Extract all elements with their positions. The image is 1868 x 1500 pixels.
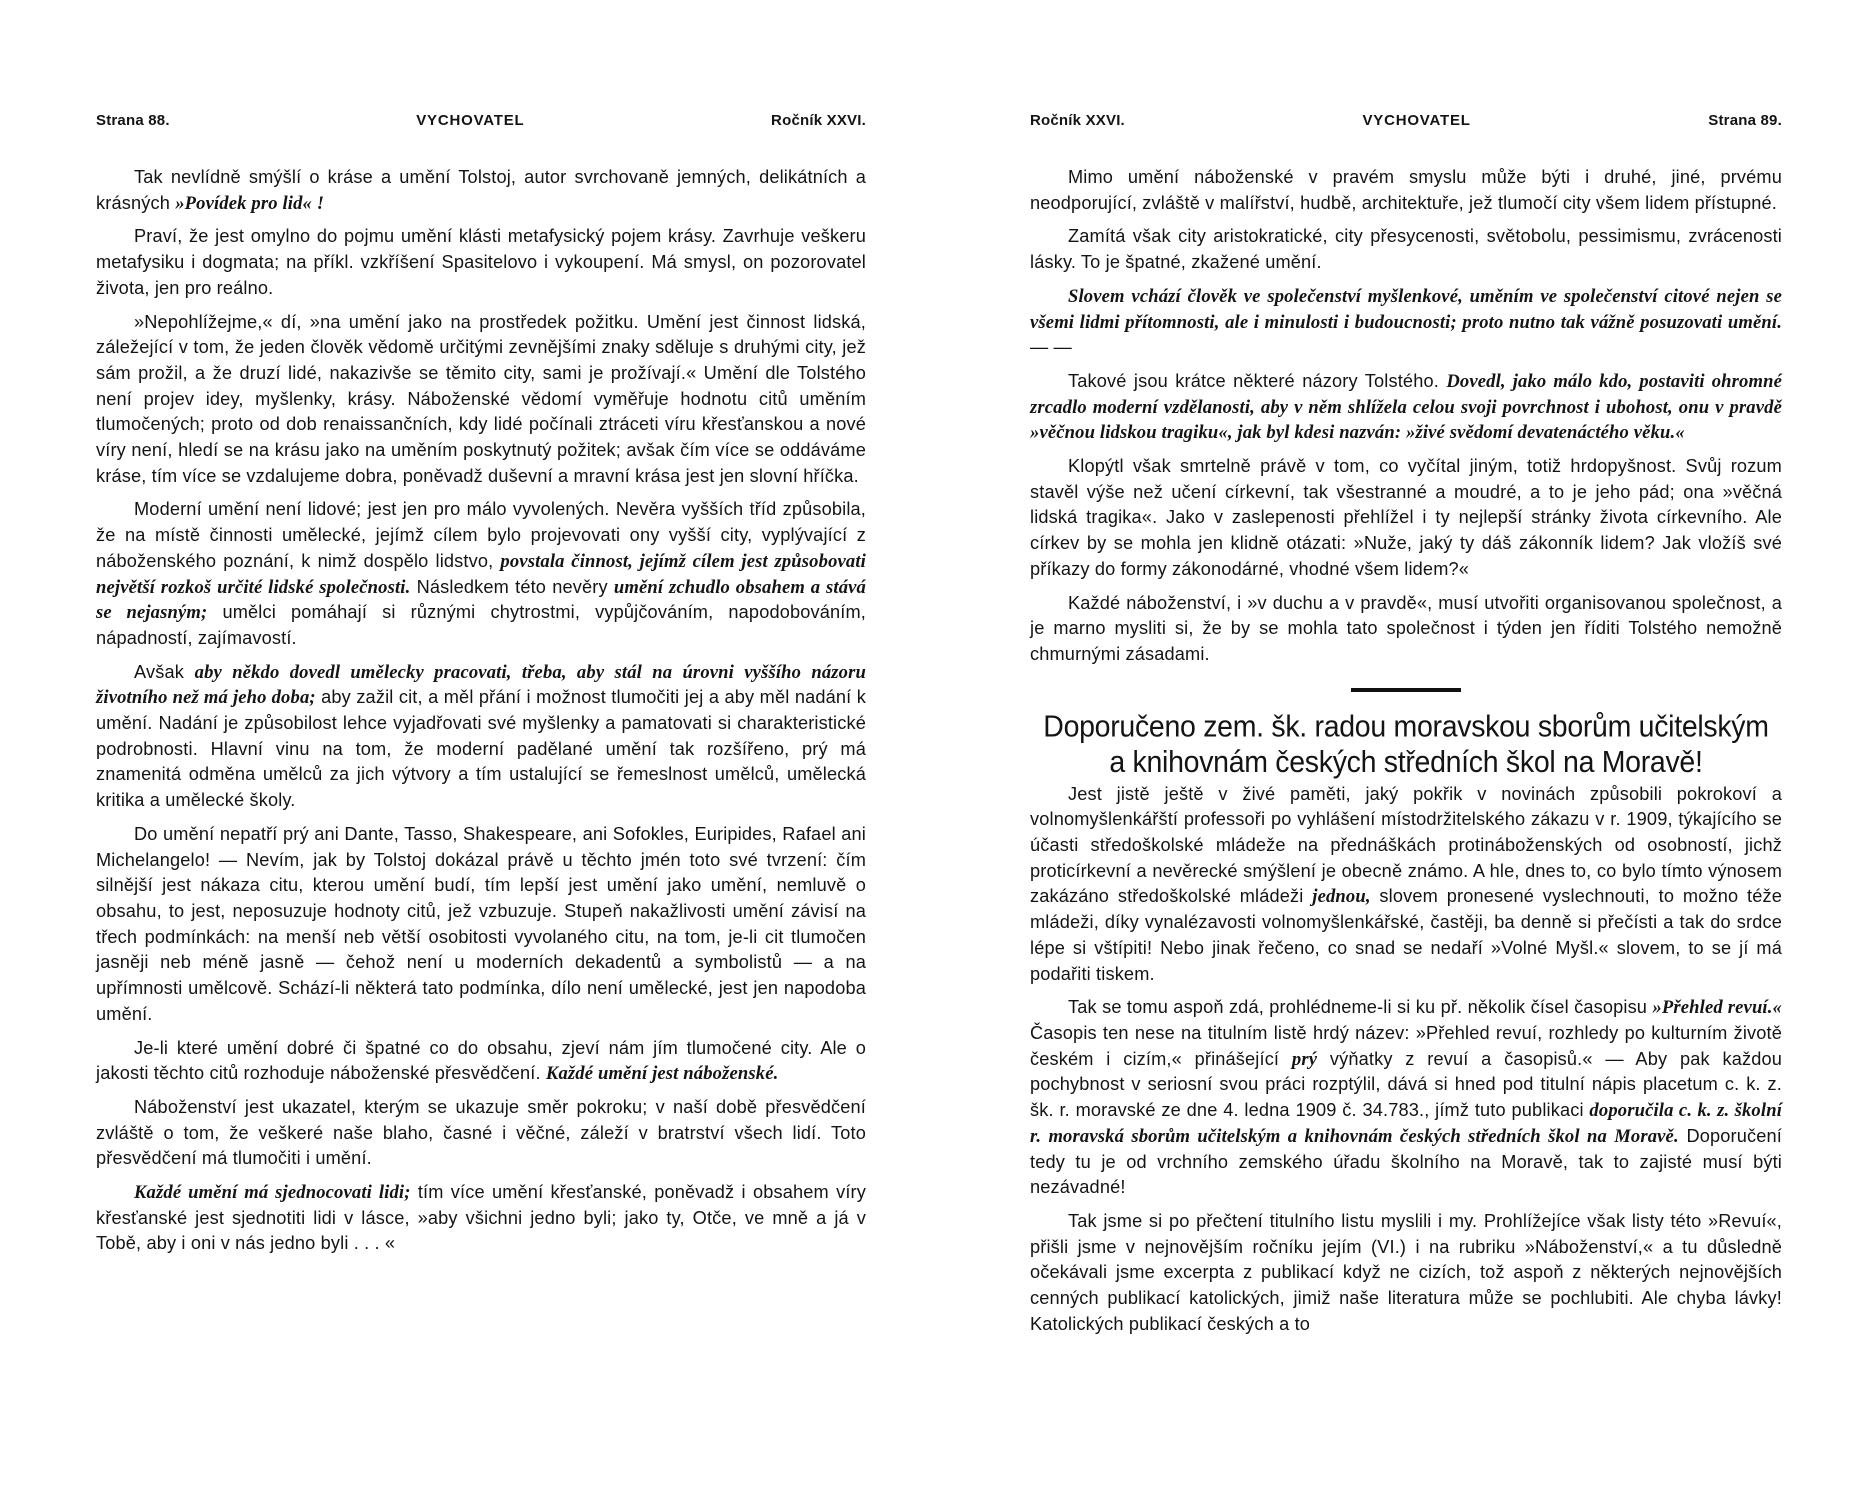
text-run: Zamítá však city aristokratické, city přesycenosti, světobolu, pessimismu, zvrácenosti lásky. To je špatné, zkažené umění.	[1030, 226, 1782, 273]
paragraph	[96, 497, 866, 651]
left-page-number: Strana 88.	[96, 112, 170, 129]
text-run: Avšak	[134, 661, 195, 682]
paragraph	[1030, 782, 1782, 988]
article-body	[1030, 782, 1782, 1338]
emphasis-run: umění zchudlo obsahem a stává se nejasným;	[96, 576, 867, 624]
left-volume: Ročník XXVI.	[771, 112, 866, 129]
emphasis-run: Každé umění jest náboženské.	[545, 1063, 779, 1085]
text-run: tím více umění křesťanské, poněvadž i obsahem víry křesťanské jest sjednotiti lidi v lásce, »aby všichni jedno byli; jako ty, Otče, ve mně a já v Tobě, aby i oni v nás jedno byli . . . «	[96, 1182, 866, 1254]
paragraph	[96, 660, 866, 814]
article-title	[1030, 709, 1782, 780]
text-run: Každé náboženství, i »v duchu a v pravdě«, musí utvořiti organisovanou společnost, a je marno mysliti si, že by se mohla tato společnost i týden jen říditi Tolstého nemožně chmurnými zásadami.	[1030, 592, 1782, 664]
text-run: Moderní umění není lidové; jest jen pro málo vyvolených. Nevěra vyšších tříd způsobila, že na místě činnosti umělecké, jejímž cílem bylo projevovati ony vyšší city, vyplývající z náboženského poznání, k nimž dospělo lidstvo,	[96, 499, 866, 571]
left-page	[96, 112, 866, 1265]
paragraph	[96, 1180, 866, 1257]
article-title-line-1: Doporučeno zem. šk. radou moravskou sborům učitelským	[1043, 709, 1769, 744]
emphasis-run: »Povídek pro lid« !	[175, 192, 325, 214]
text-run: slovem pronesené vyslechnouti, to možno téže mládeži, díky vynalézavosti volnomyšlenkářské, častěji, ba denně si přečísti a tak do srdce lépe si vštípiti! Nebo jinak řečeno, co snad se nedaří »Volné Myšl.« slovem, to se jí má podařiti tiskem.	[1030, 886, 1782, 984]
text-run: Je-li které umění dobré či špatné co do obsahu, zjeví nám jím tlumočené city. Ale o jakosti těchto citů rozhoduje náboženské přesvědčení.	[96, 1037, 866, 1084]
paragraph	[1030, 369, 1782, 446]
text-run: »Nepohlížejme,« dí, »na umění jako na prostředek požitku. Umění jest činnost lidská, záležející v tom, že jeden člověk vědomě určitými zevnějšími znaky sděluje s druhými city, jež sám prožil, a že druzí lidé, nakazivše se těmito city, sami je prožívají.« Umění dle Tolstého není projev idey, myšlenky, krásy. Náboženské vědomí vyměřuje hodnotu citů uměním tlumočených; proto od dob renaissančních, kdy lidé počínali ztráceti víru křesťanskou a nové víry není, hledí se na krásu jako na uměním poskytnutý požitek; avšak čím více se oddáváme kráse, tím více se vzdalujeme dobra, poněvadž duševní a mravní krása jest jen slovní hříčka.	[96, 311, 866, 486]
emphasis-run: Dovedl, jako málo kdo, postaviti ohromné zrcadlo moderní vzdělanosti, aby v něm shlížela celou svoji povrchnost i ubohost, onu v pravdě »věčnou lidskou tragiku«, jak byl kdesi nazván: »živé svědomí devatenáctého věku.«	[1030, 370, 1782, 444]
left-journal-title: VYCHOVATEL	[416, 112, 525, 129]
text-run: výňatky z revuí a časopisů.« — Aby pak každou pochybnost v seriosní svou práci rozptýlil, dává si hned pod titulní nápis placetum c. k. z. šk. r. moravské ze dne 4. ledna 1909 č. 34.783., jímž tuto publikaci	[1030, 1048, 1782, 1121]
text-run: Jest jistě ještě v živé paměti, jaký pokřik v novinách způsobili pokrokoví a volnomyšlenkářští professoři po vyhlášení místodržitelského zákazu v r. 1909, týkajícího se účasti středoškolské mládeže na přednáškách protináboženských od osobností, jichž proticírkevní a nevěrecké smýšlení je obecně známo. A hle, dnes to, co bylo tímto výnosem zakázáno středoškolské mládeži	[1030, 783, 1782, 907]
paragraph	[1030, 224, 1782, 275]
right-page	[1030, 112, 1782, 1345]
emphasis-run: aby někdo dovedl umělecky pracovati, třeba, aby stál na úrovni vyššího názoru životního než má jeho doba;	[96, 661, 866, 709]
text-run: — —	[1030, 337, 1072, 358]
emphasis-run: Slovem vchází člověk ve společenství myšlenkové, uměním ve společenství citové nejen se všemi lidmi přítomnosti, ale i minulosti i budoucnosti; proto nutno tak vážně posuzovati umění.	[1030, 285, 1782, 333]
emphasis-run: »Přehled revuí.«	[1652, 997, 1782, 1019]
right-page-body	[1030, 165, 1782, 668]
article-title-line-2: a knihovnám českých středních škol na Moravě!	[1109, 744, 1703, 780]
paragraph	[1030, 454, 1782, 583]
emphasis-run: povstala činnost, jejímž cílem jest způsobovati největší rozkoš určité lidské společnosti.	[96, 550, 867, 598]
right-volume: Ročník XXVI.	[1030, 112, 1125, 129]
section-divider	[1351, 688, 1461, 692]
paragraph	[96, 1095, 866, 1172]
paragraph	[1030, 165, 1782, 216]
text-run: Mimo umění náboženské v pravém smyslu může býti i druhé, jiné, prvému neodporující, zvláště v malířství, hudbě, architektuře, jež tlumočí city všem lidem přístupné.	[1030, 167, 1782, 213]
text-run: Klopýtl však smrtelně právě v tom, co vyčítal jiným, totiž hrdopyšnost. Svůj rozum stavěl výše než učení církevní, tak všestranné a moudré, a to je jeho pád; ona »věčná lidská tragika«. Jako v zaslepenosti přehlížel i ty nejlepší stránky života církevního. Ale církev by se mohla jen klidně otázati: »Nuže, jaký ty dáš zákonník lidem? Jak vložíš své příkazy do formy zákonodárné, vhodné všem lidem?«	[1030, 456, 1782, 579]
left-page-header	[96, 112, 866, 129]
paragraph	[96, 822, 866, 1028]
right-page-number: Strana 89.	[1708, 112, 1782, 129]
right-page-header	[1030, 112, 1782, 129]
text-run: Praví, že jest omylno do pojmu umění klásti metafysický pojem krásy. Zavrhuje veškeru metafysiku i dogmata; na příkl. vzkříšení Spasitelovo i vykoupení. Má smysl, on pozorovatel života, jen pro reálno.	[96, 226, 866, 298]
paragraph	[1030, 1209, 1782, 1338]
text-run: Časopis ten nese na titulním listě hrdý název: »Přehled revuí, rozhledy po kulturním životě českém i cizím,« přinášející	[1030, 1022, 1782, 1069]
emphasis-run: jednou,	[1312, 886, 1371, 908]
text-run: Tak se tomu aspoň zdá, prohlédneme-li si ku př. několik čísel časopisu	[1068, 997, 1653, 1018]
text-run: Tak nevlídně smýšlí o kráse a umění Tolstoj, autor svrchovaně jemných, delikátních a krásných	[96, 167, 866, 213]
text-run: Doporučení tedy tu je od vrchního zemského úřadu školního na Moravě, tak to zajisté musí býti nezávadné!	[1030, 1125, 1782, 1198]
paragraph	[96, 165, 866, 216]
emphasis-run: doporučila c. k. z. školní r. moravská sborům učitelským a knihovnám českých středních škol na Moravě.	[1030, 1100, 1783, 1147]
text-run: Tak jsme si po přečtení titulního listu myslili i my. Prohlížejíce však listy této »Revuí«, přišli jsme v nejnovějším ročníku jejím (VI.) i na rubriku »Náboženství,« a tu důsledně očekávali jsme excerpta z publikací když ne cizích, tož aspoň z některých nejnovějších cenných publikací katolických, jimiž naše literatura může se pochlubiti. Ale chyba lávky! Katolických publikací českých a to	[1030, 1210, 1782, 1334]
right-journal-title: VYCHOVATEL	[1362, 112, 1471, 129]
text-run: Do umění nepatří prý ani Dante, Tasso, Shakespeare, ani Sofokles, Euripides, Rafael ani Michelangelo! — Nevím, jak by Tolstoj dokázal právě u těchto jmén toto své tvrzení: čím silnější jest nákaza citu, kterou umění budí, tím lepší jest umění jako umění, nemluvě o obsahu, to jest, neposuzuje hodnoty citů, jež vzbuzuje. Stupeň nakažlivosti umění závisí na třech podmínkách: na menší neb větší osobitosti vyvolaného citu, na tom, je-li cit tlumočen jasněji neb méně jasně — čehož není u moderních dekadentů a symbolistů — a na upřímnosti umělcově. Schází-li některá tato podmínka, dílo není umělecké, jest jen napodoba umění.	[96, 823, 866, 1024]
text-run: Takové jsou krátce některé názory Tolstého.	[1068, 370, 1447, 391]
emphasis-run: prý	[1291, 1048, 1318, 1070]
left-page-body	[96, 165, 866, 1257]
paragraph	[96, 224, 866, 301]
paragraph	[1030, 284, 1782, 361]
paragraph	[1030, 591, 1782, 668]
text-run: Následkem této nevěry	[410, 576, 614, 597]
text-run: umělci pomáhají si různými chytrostmi, vypůjčováním, napodobováním, nápadností, zajímavostí.	[96, 602, 866, 648]
paragraph	[96, 1036, 866, 1087]
text-run: aby zažil cit, a měl přání i možnost tlumočiti jej a aby měl nadání k umění. Nadání je způsobilost lehce vyjadřovati své myšlenky a pamatovati si charakteristické podrobnosti. Hlavní vinu na tom, že moderní padělané umění tak rozšířeno, prý má znamenitá odměna umělců za jich výtvory a tím ustalující se řemeslnost umělců, umělecká kritika a umělecké školy.	[96, 687, 866, 811]
emphasis-run: Každé umění má sjednocovati lidi;	[134, 1182, 411, 1204]
paragraph	[1030, 995, 1782, 1201]
paragraph	[96, 310, 866, 490]
text-run: Náboženství jest ukazatel, kterým se ukazuje směr pokroku; v naší době přesvědčení zvláště o tom, že veškeré naše blaho, časné i věčné, záleží v bratrství všech lidí. Toto přesvědčení má tlumočiti i umění.	[96, 1096, 866, 1169]
